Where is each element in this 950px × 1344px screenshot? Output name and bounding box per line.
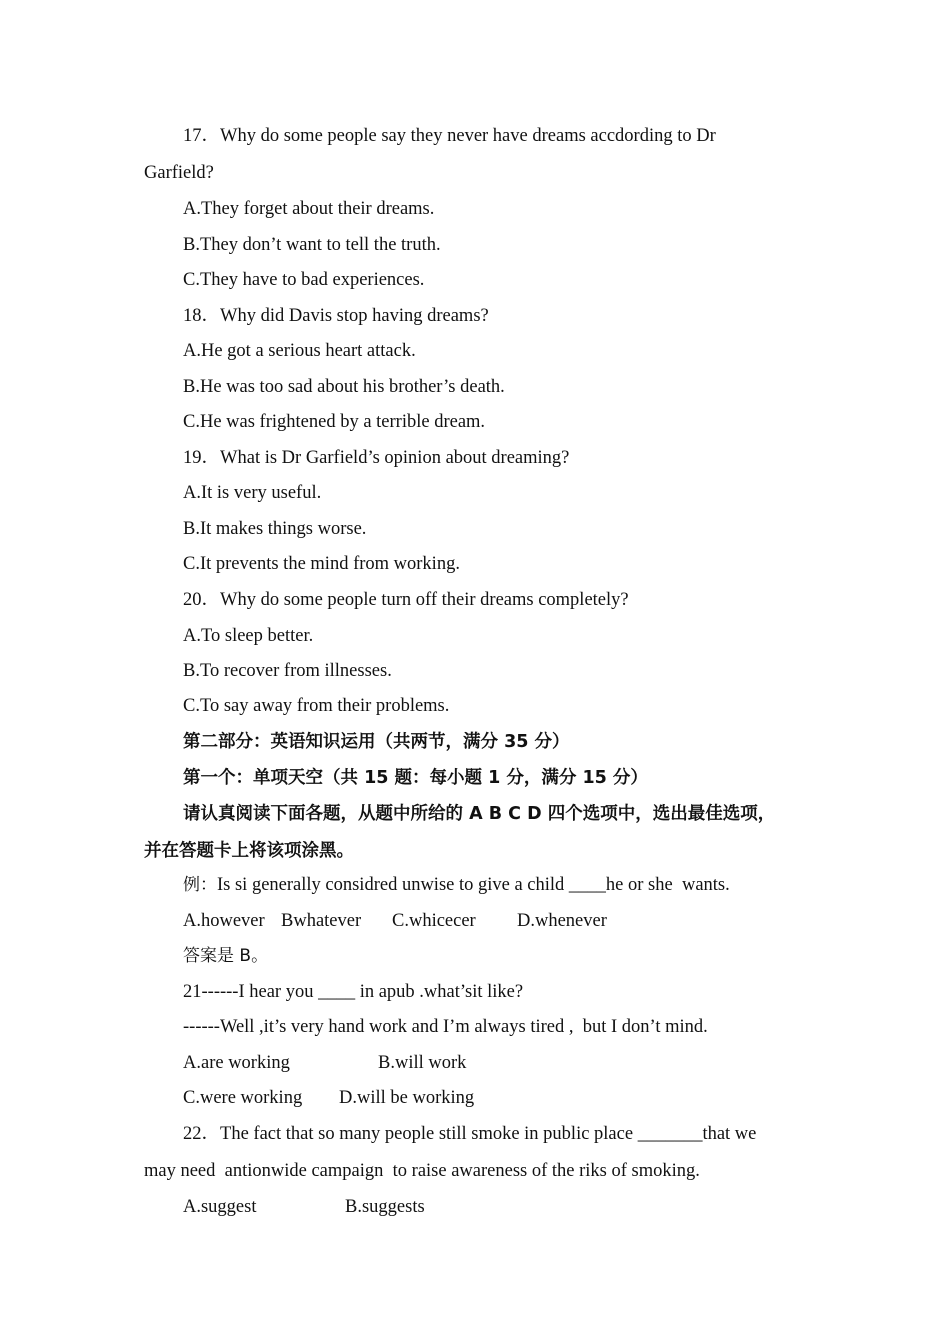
question-17-option-a: A.They forget about their dreams. (183, 199, 435, 219)
question-22-option-b: B.suggests (345, 1197, 425, 1217)
question-21-stem: 21------I hear you ____ in apub .what’sit like? (183, 982, 524, 1002)
question-number: 19． (183, 448, 221, 468)
question-number: 22． (183, 1124, 221, 1144)
question-17-option-c: C.They have to bad experiences. (183, 270, 425, 290)
example-option-c: C.whicecer (392, 911, 476, 931)
question-19-stem (183, 446, 569, 470)
example-question (183, 873, 730, 897)
question-19-option-c: C.It prevents the mind from working. (183, 554, 460, 574)
question-20-option-a: A.To sleep better. (183, 626, 314, 646)
question-19-option-b: B.It makes things worse. (183, 519, 367, 539)
subsection-title: 第一个：单项天空（共 15 题：每小题 1 分，满分 15 分） (183, 768, 648, 788)
instruction-line-1: 请认真阅读下面各题，从题中所给的 A B C D 四个选项中，选出最佳选项， (183, 804, 776, 824)
question-21-option-a: A.are working (183, 1053, 290, 1073)
example-option-b: Bwhatever (281, 911, 362, 931)
question-18-stem (183, 304, 489, 328)
question-17-option-b: B.They don’t want to tell the truth. (183, 235, 441, 255)
example-option-d: D.whenever (517, 911, 607, 931)
question-18-option-c: C.He was frightened by a terrible dream. (183, 412, 486, 432)
question-number: 18． (183, 306, 221, 326)
question-18-option-b: B.He was too sad about his brother’s death. (183, 377, 505, 397)
question-19-option-a: A.It is very useful. (183, 483, 322, 503)
question-18-option-a: A.He got a serious heart attack. (183, 341, 416, 361)
example-label: 例： (183, 875, 217, 895)
question-text: Why did Davis stop having dreams? (220, 306, 489, 326)
part-title: 第二部分：英语知识运用（共两节，满分 35 分） (183, 732, 570, 752)
question-text: Why do some people turn off their dreams completely? (220, 590, 629, 610)
question-text: The fact that so many people still smoke in public place _______that we (220, 1124, 757, 1144)
question-20-stem (183, 588, 629, 612)
question-number: 20． (183, 590, 221, 610)
question-20-option-c: C.To say away from their problems. (183, 696, 450, 716)
instruction-line-2: 并在答题卡上将该项涂黑。 (144, 841, 354, 861)
example-option-a: A.however (183, 911, 265, 931)
question-number: 17． (183, 126, 221, 146)
question-20-option-b: B.To recover from illnesses. (183, 661, 392, 681)
question-17-stem (183, 124, 716, 148)
example-text: Is si generally considred unwise to give a child ____he or she wants. (217, 875, 730, 895)
question-22-stem (183, 1122, 756, 1146)
question-text: What is Dr Garfield’s opinion about dreaming? (220, 448, 570, 468)
question-22-stem-cont: may need antionwide campaign to raise awareness of the riks of smoking. (144, 1161, 700, 1181)
question-17-stem-cont: Garfield? (144, 163, 214, 183)
question-21-option-b: B.will work (378, 1053, 467, 1073)
question-21-dialogue: ------Well ,it’s very hand work and I’m always tired , but I don’t mind. (183, 1017, 708, 1037)
question-21-option-d: D.will be working (339, 1088, 475, 1108)
question-text: Why do some people say they never have dreams accdording to Dr (220, 126, 716, 146)
example-answer: 答案是 B。 (183, 946, 269, 966)
question-21-option-c: C.were working (183, 1088, 303, 1108)
question-22-option-a: A.suggest (183, 1197, 257, 1217)
